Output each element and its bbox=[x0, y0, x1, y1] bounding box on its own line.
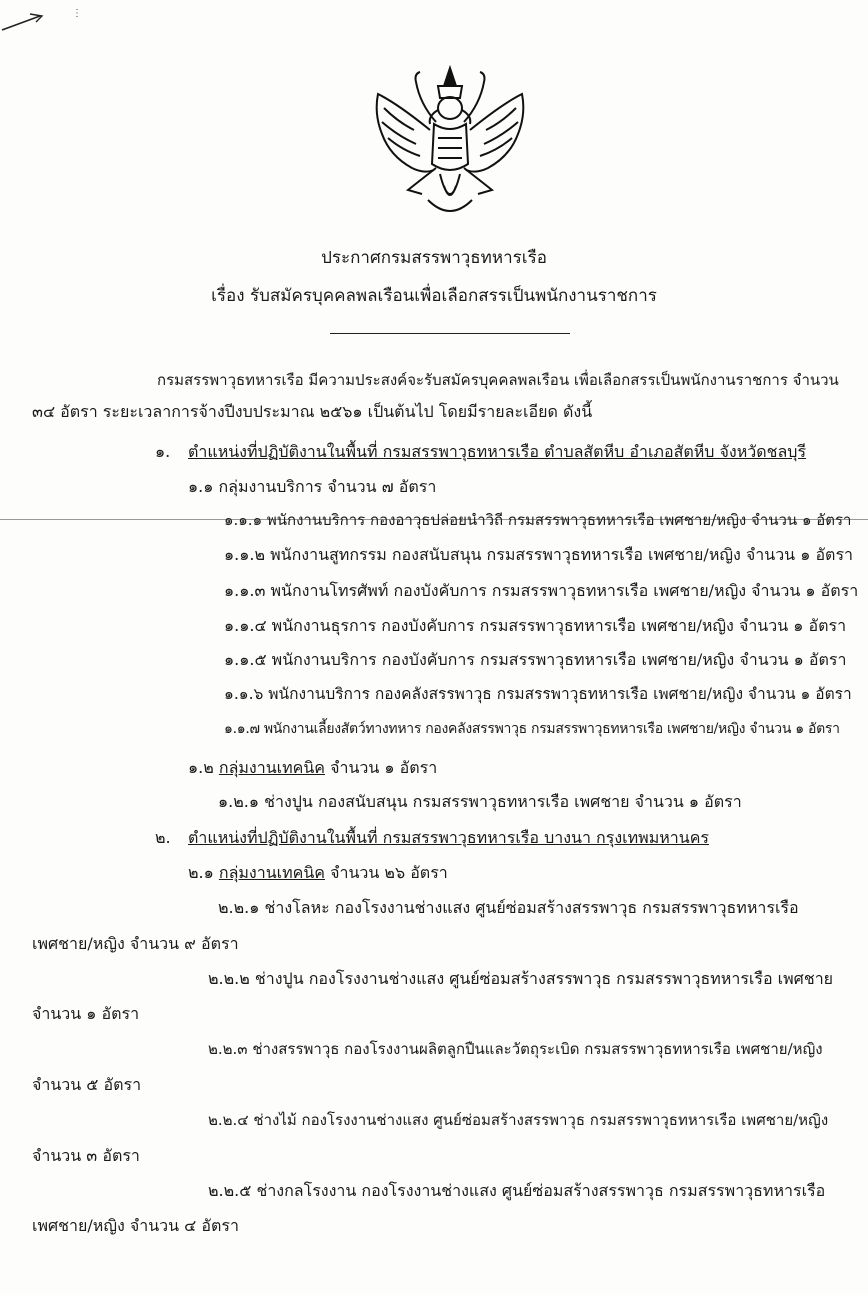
list-item-line-1: ๒.๒.๓ ช่างสรรพาวุธ กองโรงงานผลิตลูกปืนและวัตถุระเบิด กรมสรรพาวุธทหารเรือ เพศชาย/หญิง bbox=[208, 1040, 823, 1058]
scan-mark-icon bbox=[0, 10, 46, 34]
group-2-1-prefix: ๒.๑ bbox=[188, 863, 219, 882]
list-item: ๑.๒.๑ ช่างปูน กองสนับสนุน กรมสรรพาวุธทหารเรือ เพศชาย จำนวน ๑ อัตรา bbox=[218, 792, 742, 811]
group-2-1-name: กลุ่มงานเทคนิค bbox=[218, 863, 326, 882]
group-1-2-suffix: จำนวน ๑ อัตรา bbox=[325, 758, 438, 777]
list-item-line-2: เพศชาย/หญิง จำนวน ๔ อัตรา bbox=[32, 1216, 239, 1235]
list-item: ๑.๑.๖ พนักงานบริการ กองคลังสรรพาวุธ กรมสรรพาวุธทหารเรือ เพศชาย/หญิง จำนวน ๑ อัตรา bbox=[224, 685, 852, 703]
section-1-number: ๑. bbox=[155, 442, 171, 461]
group-1-1-label: ๑.๑ กลุ่มงานบริการ จำนวน ๗ อัตรา bbox=[188, 477, 437, 496]
garuda-emblem-icon bbox=[368, 64, 532, 222]
list-item: ๑.๑.๒ พนักงานสูทกรรม กองสนับสนุน กรมสรรพาวุธทหารเรือ เพศชาย/หญิง จำนวน ๑ อัตรา bbox=[224, 545, 854, 564]
group-1-2-prefix: ๑.๒ bbox=[188, 758, 219, 777]
list-item-line-2: จำนวน ๓ อัตรา bbox=[32, 1146, 140, 1165]
group-1-2-label bbox=[188, 760, 437, 776]
list-item: ๑.๑.๑ พนักงานบริการ กองอาวุธปล่อยนำวิถี กรมสรรพาวุธทหารเรือ เพศชาย/หญิง จำนวน ๑ อัตรา bbox=[224, 511, 852, 529]
list-item-line-1: ๒.๒.๑ ช่างโลหะ กองโรงงานช่างแสง ศูนย์ซ่อมสร้างสรรพาวุธ กรมสรรพาวุธทหารเรือ bbox=[218, 898, 799, 917]
list-item-line-2: เพศชาย/หญิง จำนวน ๙ อัตรา bbox=[32, 934, 239, 953]
section-2-number: ๒. bbox=[155, 828, 171, 847]
header-divider bbox=[330, 333, 570, 334]
group-2-1-suffix: จำนวน ๒๖ อัตรา bbox=[325, 863, 448, 882]
list-item: ๑.๑.๔ พนักงานธุรการ กองบังคับการ กรมสรรพาวุธทหารเรือ เพศชาย/หญิง จำนวน ๑ อัตรา bbox=[224, 616, 847, 635]
intro-line-1: กรมสรรพาวุธทหารเรือ มีความประสงค์จะรับสมัครบุคคลพลเรือน เพื่อเลือกสรรเป็นพนักงานราชการ จำนวน bbox=[157, 371, 839, 389]
list-item-line-1: ๒.๒.๒ ช่างปูน กองโรงงานช่างแสง ศูนย์ซ่อมสร้างสรรพาวุธ กรมสรรพาวุธทหารเรือ เพศชาย bbox=[208, 969, 834, 988]
group-1-2-name: กลุ่มงานเทคนิค bbox=[218, 758, 326, 777]
intro-line-2: ๓๔ อัตรา ระยะเวลาการจ้างปีงบประมาณ ๒๕๖๑ เป็นต้นไป โดยมีรายละเอียด ดังนี้ bbox=[32, 402, 593, 421]
section-2-heading: ตำแหน่งที่ปฏิบัติงานในพื้นที่ กรมสรรพาวุธทหารเรือ บางนา กรุงเทพมหานคร bbox=[188, 828, 709, 847]
announcement-subject: เรื่อง รับสมัครบุคคลพลเรือนเพื่อเลือกสรรเป็นพนักงานราชการ bbox=[211, 286, 657, 306]
list-item-line-2: จำนวน ๑ อัตรา bbox=[32, 1004, 140, 1023]
list-item-line-1: ๒.๒.๔ ช่างไม้ กองโรงงานช่างแสง ศูนย์ซ่อมสร้างสรรพาวุธ กรมสรรพาวุธทหารเรือ เพศชาย/หญิง bbox=[208, 1111, 829, 1129]
group-2-1-label bbox=[188, 865, 448, 881]
announcement-title: ประกาศกรมสรรพาวุธทหารเรือ bbox=[321, 248, 547, 268]
scan-dots: ⋮ bbox=[72, 8, 82, 19]
list-item: ๑.๑.๕ พนักงานบริการ กองบังคับการ กรมสรรพาวุธทหารเรือ เพศชาย/หญิง จำนวน ๑ อัตรา bbox=[224, 650, 847, 669]
list-item: ๑.๑.๗ พนักงานเลี้ยงสัตว์ทางทหาร กองคลังสรรพาวุธ กรมสรรพาวุธทหารเรือ เพศชาย/หญิง จำนวน ๑ อัตรา bbox=[224, 721, 840, 737]
list-item-line-1: ๒.๒.๕ ช่างกลโรงงาน กองโรงงานช่างแสง ศูนย์ซ่อมสร้างสรรพาวุธ กรมสรรพาวุธทหารเรือ bbox=[208, 1181, 826, 1200]
list-item-line-2: จำนวน ๕ อัตรา bbox=[32, 1075, 142, 1094]
list-item: ๑.๑.๓ พนักงานโทรศัพท์ กองบังคับการ กรมสรรพาวุธทหารเรือ เพศชาย/หญิง จำนวน ๑ อัตรา bbox=[224, 581, 859, 600]
section-1-heading: ตำแหน่งที่ปฏิบัติงานในพื้นที่ กรมสรรพาวุธทหารเรือ ตำบลสัตหีบ อำเภอสัตหีบ จังหวัดชลบุรี bbox=[188, 442, 807, 461]
